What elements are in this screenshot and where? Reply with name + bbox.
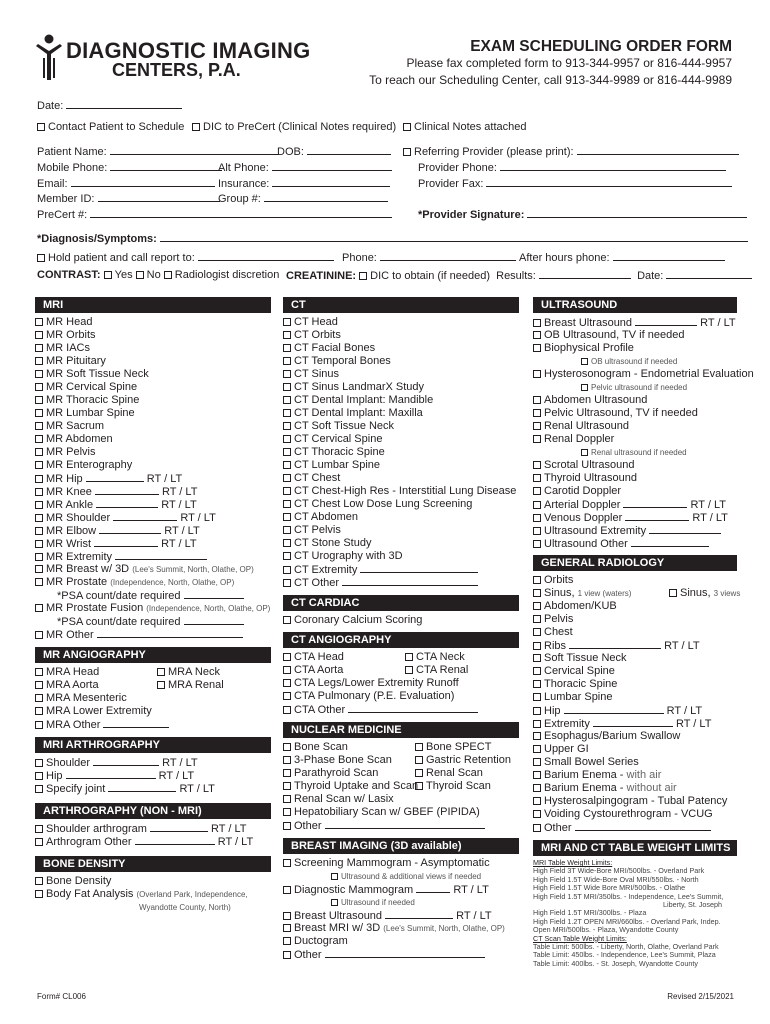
creatinine-row: CREATININE: DIC to obtain (if needed) Results: Date:	[286, 269, 752, 283]
logo-text: DIAGNOSTIC IMAGING	[66, 38, 311, 63]
gr-hsg-checkbox[interactable]: Hysterosalpingogram - Tubal Patency	[533, 795, 737, 808]
bone-density-header: BONE DENSITY	[35, 856, 271, 872]
mr-soft-tissue-neck-checkbox[interactable]: MR Soft Tissue Neck	[35, 368, 271, 381]
pelvic-note[interactable]: Pelvic ultrasound if needed	[533, 381, 737, 394]
provider-signature-field[interactable]: *Provider Signature:	[418, 208, 747, 222]
us-thyroid-checkbox[interactable]: Thyroid Ultrasound	[533, 472, 737, 485]
date-field[interactable]: Date:	[37, 99, 182, 113]
ct-lumbar-spine-checkbox[interactable]: CT Lumbar Spine	[283, 459, 519, 472]
gr-pelvis-checkbox[interactable]: Pelvis	[533, 613, 737, 626]
weight-limit-line: High Field 3T Wide-Bore MRI/500lbs. - Overland Park	[533, 866, 705, 876]
gr-sbs-checkbox[interactable]: Small Bowel Series	[533, 756, 737, 769]
mr-sacrum-checkbox[interactable]: MR Sacrum	[35, 420, 271, 433]
provider-phone-field[interactable]: Provider Phone:	[418, 161, 726, 175]
mr-elbow-checkbox[interactable]: MR Elbow RT / LT	[35, 524, 271, 537]
arthrogram-other-checkbox[interactable]: Arthrogram Other RT / LT	[35, 835, 271, 848]
ct-cardiac-header: CT CARDIAC	[283, 595, 519, 611]
us-carotid-checkbox[interactable]: Carotid Doppler	[533, 485, 737, 498]
weight-limit-line: High Field 1.5T MRI/350lbs. - Independence, Lee's Summit,	[533, 891, 724, 901]
renal-lasix-checkbox[interactable]: Renal Scan w/ Lasix	[283, 793, 519, 806]
weight-limit-line: Table Limit: 500lbs. - Liberty, North, Olathe, Overland Park	[533, 942, 719, 952]
precert-checkbox[interactable]: DIC to PreCert (Clinical Notes required)	[192, 121, 396, 134]
alt-phone-field[interactable]: Alt Phone:	[218, 161, 392, 175]
mra-header: MR ANGIOGRAPHY	[35, 647, 271, 663]
mr-other-checkbox[interactable]: MR Other	[35, 628, 271, 641]
gr-esophagus-checkbox[interactable]: Esophagus/Barium Swallow	[533, 730, 737, 743]
body-fat-checkbox[interactable]: Body Fat Analysis (Overland Park, Independence,	[35, 888, 271, 901]
mr-ankle-checkbox[interactable]: MR Ankle RT / LT	[35, 498, 271, 511]
ct-urography-with-3d-checkbox[interactable]: CT Urography with 3D	[283, 550, 519, 563]
screening-mammogram-checkbox[interactable]: Screening Mammogram - Asymptomatic	[283, 857, 519, 870]
insurance-field[interactable]: Insurance:	[218, 177, 390, 191]
contrast-row: CONTRAST: Yes No Radiologist discretion	[37, 269, 280, 281]
ct-dental-implant-mandible-checkbox[interactable]: CT Dental Implant: Mandible	[283, 394, 519, 407]
mr-breast-checkbox[interactable]: MR Breast w/ 3D (Lee's Summit, North, Olathe, OP)	[35, 563, 271, 576]
mr-abdomen-checkbox[interactable]: MR Abdomen	[35, 433, 271, 446]
gr-stn-checkbox[interactable]: Soft Tissue Neck	[533, 652, 737, 665]
mra-other-checkbox[interactable]: MRA Other	[35, 718, 271, 731]
cta-aorta-checkbox[interactable]: CTA Aorta CTA Renal	[283, 664, 519, 677]
gr-abdomen-checkbox[interactable]: Abdomen/KUB	[533, 600, 737, 613]
weight-limit-line: Table Limit: 450lbs. - Independence, Lee's Summit, Plaza	[533, 950, 716, 960]
ct-soft-tissue-neck-checkbox[interactable]: CT Soft Tissue Neck	[283, 420, 519, 433]
bone-density-checkbox[interactable]: Bone Density	[35, 875, 271, 888]
mra-mesenteric-checkbox[interactable]: MRA Mesenteric	[35, 692, 271, 705]
revised-date: Revised 2/15/2021	[667, 992, 734, 1001]
us-scrotal-checkbox[interactable]: Scrotal Ultrasound	[533, 459, 737, 472]
precert-number-field[interactable]: PreCert #:	[37, 208, 392, 222]
mra-renal-checkbox[interactable]: MRA Renal	[157, 679, 224, 692]
ct-chest-low-dose-lung-screening-checkbox[interactable]: CT Chest Low Dose Lung Screening	[283, 498, 519, 511]
gr-lspine-checkbox[interactable]: Lumbar Spine	[533, 691, 737, 704]
hepatobiliary-checkbox[interactable]: Hepatobiliary Scan w/ GBEF (PIPIDA)	[283, 806, 519, 819]
screening-note[interactable]: Ultrasound & additional views if needed	[283, 870, 519, 883]
coronary-calcium-checkbox[interactable]: Coronary Calcium Scoring	[283, 614, 519, 627]
ct-stone-study-checkbox[interactable]: CT Stone Study	[283, 537, 519, 550]
us-ob-checkbox[interactable]: OB Ultrasound, TV if needed	[533, 329, 737, 342]
gr-sinus3-checkbox[interactable]: Sinus, 3 views	[669, 587, 740, 600]
arthro-shoulder-checkbox[interactable]: Shoulder RT / LT	[35, 756, 271, 769]
contrast-no-checkbox[interactable]: No	[136, 269, 161, 281]
mr-wrist-checkbox[interactable]: MR Wrist RT / LT	[35, 537, 271, 550]
parathyroid-scan-checkbox[interactable]: Parathyroid Scan Renal Scan	[283, 767, 519, 780]
gr-hip-checkbox[interactable]: Hip RT / LT	[533, 704, 737, 717]
ct-facial-bones-checkbox[interactable]: CT Facial Bones	[283, 342, 519, 355]
contrast-radiologist-checkbox[interactable]: Radiologist discretion	[164, 269, 280, 281]
ct-cervical-spine-checkbox[interactable]: CT Cervical Spine	[283, 433, 519, 446]
logo-subtext: CENTERS, P.A.	[112, 60, 241, 80]
gr-sinus1-checkbox[interactable]: Sinus, 1 view (waters) Sinus, 3 views	[533, 587, 737, 600]
nuclear-other-checkbox[interactable]: Other	[283, 819, 519, 832]
ct-column	[283, 293, 519, 961]
weight-limit-line: High Field 1.2T OPEN MRI/660lbs. - Overland Park, Indep.	[533, 916, 721, 926]
ct-orbits-checkbox[interactable]: CT Orbits	[283, 329, 519, 342]
cta-head-checkbox[interactable]: CTA Head CTA Neck	[283, 651, 519, 664]
weight-limit-line: High Field 1.5T Wide-Bore Oval MRI/550lbs. - North	[533, 874, 699, 884]
ct-chest-high-res-interstitial-lung-disease-checkbox[interactable]: CT Chest-High Res - Interstitial Lung Disease	[283, 485, 519, 498]
email-field[interactable]: Email:	[37, 177, 215, 191]
ct-angiography-header: CT ANGIOGRAPHY	[283, 632, 519, 648]
ct-extremity-checkbox[interactable]: CT Extremity	[283, 563, 519, 576]
results-field[interactable]: Results:	[493, 270, 631, 282]
weight-limit-line: High Field 1.5T Wide Bore MRI/500lbs. - Olathe	[533, 883, 686, 893]
cta-neck-checkbox[interactable]: CTA Neck	[405, 651, 465, 664]
creatinine-date-field[interactable]: Date:	[634, 270, 752, 282]
gr-tspine-checkbox[interactable]: Thoracic Spine	[533, 678, 737, 691]
us-abdomen-checkbox[interactable]: Abdomen Ultrasound	[533, 394, 737, 407]
arthro-hip-checkbox[interactable]: Hip RT / LT	[35, 769, 271, 782]
fax-line: Please fax completed form to 913-344-9957 or 816-444-9957	[406, 56, 732, 70]
body-fat-note: Wyandotte County, North)	[139, 903, 231, 912]
ultrasound-column	[533, 293, 754, 968]
mr-orbits-checkbox[interactable]: MR Orbits	[35, 329, 271, 342]
after-hours-phone-field[interactable]: After hours phone:	[519, 251, 725, 265]
contrast-yes-checkbox[interactable]: Yes	[104, 269, 133, 281]
ct-head-checkbox[interactable]: CT Head	[283, 316, 519, 329]
psa-field[interactable]: *PSA count/date required	[35, 589, 271, 602]
cta-pulmonary-checkbox[interactable]: CTA Pulmonary (P.E. Evaluation)	[283, 690, 519, 703]
mr-iacs-checkbox[interactable]: MR IACs	[35, 342, 271, 355]
contact-checkbox[interactable]: Contact Patient to Schedule	[37, 121, 184, 134]
weight-limit-line: Table Limit: 400lbs. - St. Joseph, Wyandotte County	[533, 958, 698, 968]
thyroid-scan-checkbox[interactable]: Thyroid Scan	[415, 780, 491, 793]
mra-head-checkbox[interactable]: MRA Head MRA Neck	[35, 666, 271, 679]
gr-extremity-checkbox[interactable]: Extremity RT / LT	[533, 717, 737, 730]
mr-pelvis-checkbox[interactable]: MR Pelvis	[35, 446, 271, 459]
gr-ugi-checkbox[interactable]: Upper GI	[533, 743, 737, 756]
call-line: To reach our Scheduling Center, call 913-344-9989 or 816-444-9989	[369, 73, 732, 87]
mobile-phone-field[interactable]: Mobile Phone:	[37, 161, 222, 175]
3-phase-bone-scan-checkbox[interactable]: 3-Phase Bone Scan Gastric Retention	[283, 754, 519, 767]
gr-be-air-checkbox[interactable]: Barium Enema - with air	[533, 769, 737, 782]
mr-pituitary-checkbox[interactable]: MR Pituitary	[35, 355, 271, 368]
weight-limits-header: MRI AND CT TABLE WEIGHT LIMITS	[533, 840, 737, 856]
logo-figure-icon	[34, 34, 64, 82]
psa-field-2[interactable]: *PSA count/date required	[35, 615, 271, 628]
ultrasound-header: ULTRASOUND	[533, 297, 737, 313]
gr-vcug-checkbox[interactable]: Voiding Cystourethrogram - VCUG	[533, 808, 737, 821]
arthrography-non-mri-header: ARTHROGRAPHY (NON - MRI)	[35, 803, 271, 819]
weight-limit-line: Liberty, St. Joseph	[663, 900, 722, 910]
mr-prostate-checkbox[interactable]: MR Prostate (Independence, North, Olathe, OP)	[35, 576, 271, 589]
weight-limit-line: High Field 1.5T MRI/300lbs. - Plaza	[533, 908, 647, 918]
mr-head-checkbox[interactable]: MR Head	[35, 316, 271, 329]
mri-header: MRI	[35, 297, 271, 313]
hold-patient-checkbox[interactable]: Hold patient and call report to:	[37, 251, 334, 265]
us-breast-checkbox[interactable]: Breast Ultrasound RT / LT	[533, 316, 737, 329]
ct-chest-checkbox[interactable]: CT Chest	[283, 472, 519, 485]
mr-hip-checkbox[interactable]: MR Hip RT / LT	[35, 472, 271, 485]
us-other-checkbox[interactable]: Ultrasound Other	[533, 537, 737, 550]
mri-arthrography-header: MRI ARTHROGRAPHY	[35, 737, 271, 753]
ct-other-checkbox[interactable]: CT Other	[283, 576, 519, 589]
ct-header: CT	[283, 297, 519, 313]
group-field[interactable]: Group #:	[218, 192, 388, 206]
patient-name-field[interactable]: Patient Name:	[37, 145, 278, 159]
us-biophysical-checkbox[interactable]: Biophysical Profile	[533, 342, 737, 355]
provider-fax-field[interactable]: Provider Fax:	[418, 177, 732, 191]
ob-note[interactable]: OB ultrasound if needed	[533, 355, 737, 368]
us-renal-doppler-checkbox[interactable]: Renal Doppler	[533, 433, 737, 446]
mr-knee-checkbox[interactable]: MR Knee RT / LT	[35, 485, 271, 498]
diagnosis-field[interactable]: *Diagnosis/Symptoms:	[37, 232, 748, 246]
ct-thoracic-spine-checkbox[interactable]: CT Thoracic Spine	[283, 446, 519, 459]
diagnostic-mammogram-checkbox[interactable]: Diagnostic Mammogram RT / LT	[283, 883, 519, 896]
referring-provider-field[interactable]: Referring Provider (please print):	[403, 145, 739, 159]
nuclear-medicine-header: NUCLEAR MEDICINE	[283, 722, 519, 738]
mr-thoracic-spine-checkbox[interactable]: MR Thoracic Spine	[35, 394, 271, 407]
gr-orbits-checkbox[interactable]: Orbits	[533, 574, 737, 587]
us-extremity-checkbox[interactable]: Ultrasound Extremity	[533, 524, 737, 537]
gr-be-noair-checkbox[interactable]: Barium Enema - without air	[533, 782, 737, 795]
mri-column	[35, 293, 271, 914]
phone-field[interactable]: Phone:	[342, 251, 516, 265]
mr-lumbar-spine-checkbox[interactable]: MR Lumbar Spine	[35, 407, 271, 420]
bone-spect-checkbox[interactable]: Bone SPECT	[415, 741, 491, 754]
form-number: Form# CL006	[37, 992, 86, 1001]
gr-other-checkbox[interactable]: Other	[533, 821, 737, 834]
gastric-retention-checkbox[interactable]: Gastric Retention	[415, 754, 511, 767]
ct-pelvis-checkbox[interactable]: CT Pelvis	[283, 524, 519, 537]
form-title: EXAM SCHEDULING ORDER FORM	[470, 38, 732, 55]
ct-abdomen-checkbox[interactable]: CT Abdomen	[283, 511, 519, 524]
mr-prostate-fusion-checkbox[interactable]: MR Prostate Fusion (Independence, North, Olathe, OP)	[35, 602, 271, 615]
bone-scan-checkbox[interactable]: Bone Scan Bone SPECT	[283, 741, 519, 754]
mr-shoulder-checkbox[interactable]: MR Shoulder RT / LT	[35, 511, 271, 524]
weight-limits-text: MRI Table Weight Limits: High Field 3T Wide-Bore MRI/500lbs. - Overland Park High Field 1.5T Wide-Bore Oval MRI/550lbs. - North High Field 1.5T Wide Bore MRI/500lbs. - Olathe High Field 1.5T MRI/350lbs. - Independence, Lee's Summit, Liberty, St. Joseph High Field 1.5T MRI/300lbs. - Plaza High Field 1.2T OPEN MRI/660lbs. - Overland Park, Indep. Open MRI/500lbs. - Plaza, Wyandotte County CT Scan Table Weight Limits: Table Limit: 500lbs. - Liberty, North, Olathe, Overland Park Table Limit: 450lbs. - Independence, Lee's Summit, Plaza Table Limit: 400lbs. - St. Joseph, Wyandotte County	[533, 859, 737, 968]
us-arterial-checkbox[interactable]: Arterial Doppler RT / LT	[533, 498, 737, 511]
clinical-notes-checkbox[interactable]: Clinical Notes attached	[403, 121, 527, 134]
mra-lower-extremity-checkbox[interactable]: MRA Lower Extremity	[35, 705, 271, 718]
mr-cervical-spine-checkbox[interactable]: MR Cervical Spine	[35, 381, 271, 394]
mra-aorta-checkbox[interactable]: MRA Aorta MRA Renal	[35, 679, 271, 692]
cta-renal-checkbox[interactable]: CTA Renal	[405, 664, 468, 677]
us-venous-checkbox[interactable]: Venous Doppler RT / LT	[533, 511, 737, 524]
ct-temporal-bones-checkbox[interactable]: CT Temporal Bones	[283, 355, 519, 368]
breast-ultrasound-checkbox[interactable]: Breast Ultrasound RT / LT	[283, 909, 519, 922]
us-hysterosonogram-checkbox[interactable]: Hysterosonogram - Endometrial Evaluation	[533, 368, 737, 381]
renal-scan-checkbox[interactable]: Renal Scan	[415, 767, 483, 780]
mr-extremity-checkbox[interactable]: MR Extremity	[35, 550, 271, 563]
ductogram-checkbox[interactable]: Ductogram	[283, 935, 519, 948]
dob-field[interactable]: DOB:	[277, 145, 391, 159]
breast-other-checkbox[interactable]: Other	[283, 948, 519, 961]
us-renal-checkbox[interactable]: Renal Ultrasound	[533, 420, 737, 433]
breast-imaging-header: BREAST IMAGING (3D available)	[283, 838, 519, 854]
ct-dental-implant-maxilla-checkbox[interactable]: CT Dental Implant: Maxilla	[283, 407, 519, 420]
creatinine-dic-checkbox[interactable]: DIC to obtain (if needed)	[359, 270, 490, 282]
gr-ribs-checkbox[interactable]: Ribs RT / LT	[533, 639, 737, 652]
ct-sinus-checkbox[interactable]: CT Sinus	[283, 368, 519, 381]
renal-note[interactable]: Renal ultrasound if needed	[533, 446, 737, 459]
ct-sinus-landmarx-study-checkbox[interactable]: CT Sinus LandmarX Study	[283, 381, 519, 394]
cta-other-checkbox[interactable]: CTA Other	[283, 703, 519, 716]
weight-limit-line: Open MRI/500lbs. - Plaza, Wyandotte County	[533, 925, 679, 935]
breast-mri-checkbox[interactable]: Breast MRI w/ 3D (Lee's Summit, North, Olathe, OP)	[283, 922, 519, 935]
diagnostic-note[interactable]: Ultrasound if needed	[283, 896, 519, 909]
cta-legs-checkbox[interactable]: CTA Legs/Lower Extremity Runoff	[283, 677, 519, 690]
gr-chest-checkbox[interactable]: Chest	[533, 626, 737, 639]
member-id-field[interactable]: Member ID:	[37, 192, 220, 206]
mr-enterography-checkbox[interactable]: MR Enterography	[35, 459, 271, 472]
gr-cspine-checkbox[interactable]: Cervical Spine	[533, 665, 737, 678]
general-radiology-header: GENERAL RADIOLOGY	[533, 555, 737, 571]
mra-neck-checkbox[interactable]: MRA Neck	[157, 666, 220, 679]
thyroid-uptake-and-scan-checkbox[interactable]: Thyroid Uptake and Scan Thyroid Scan	[283, 780, 519, 793]
shoulder-arthrogram-checkbox[interactable]: Shoulder arthrogram RT / LT	[35, 822, 271, 835]
arthro-specify-checkbox[interactable]: Specify joint RT / LT	[35, 782, 271, 795]
us-pelvic-checkbox[interactable]: Pelvic Ultrasound, TV if needed	[533, 407, 737, 420]
